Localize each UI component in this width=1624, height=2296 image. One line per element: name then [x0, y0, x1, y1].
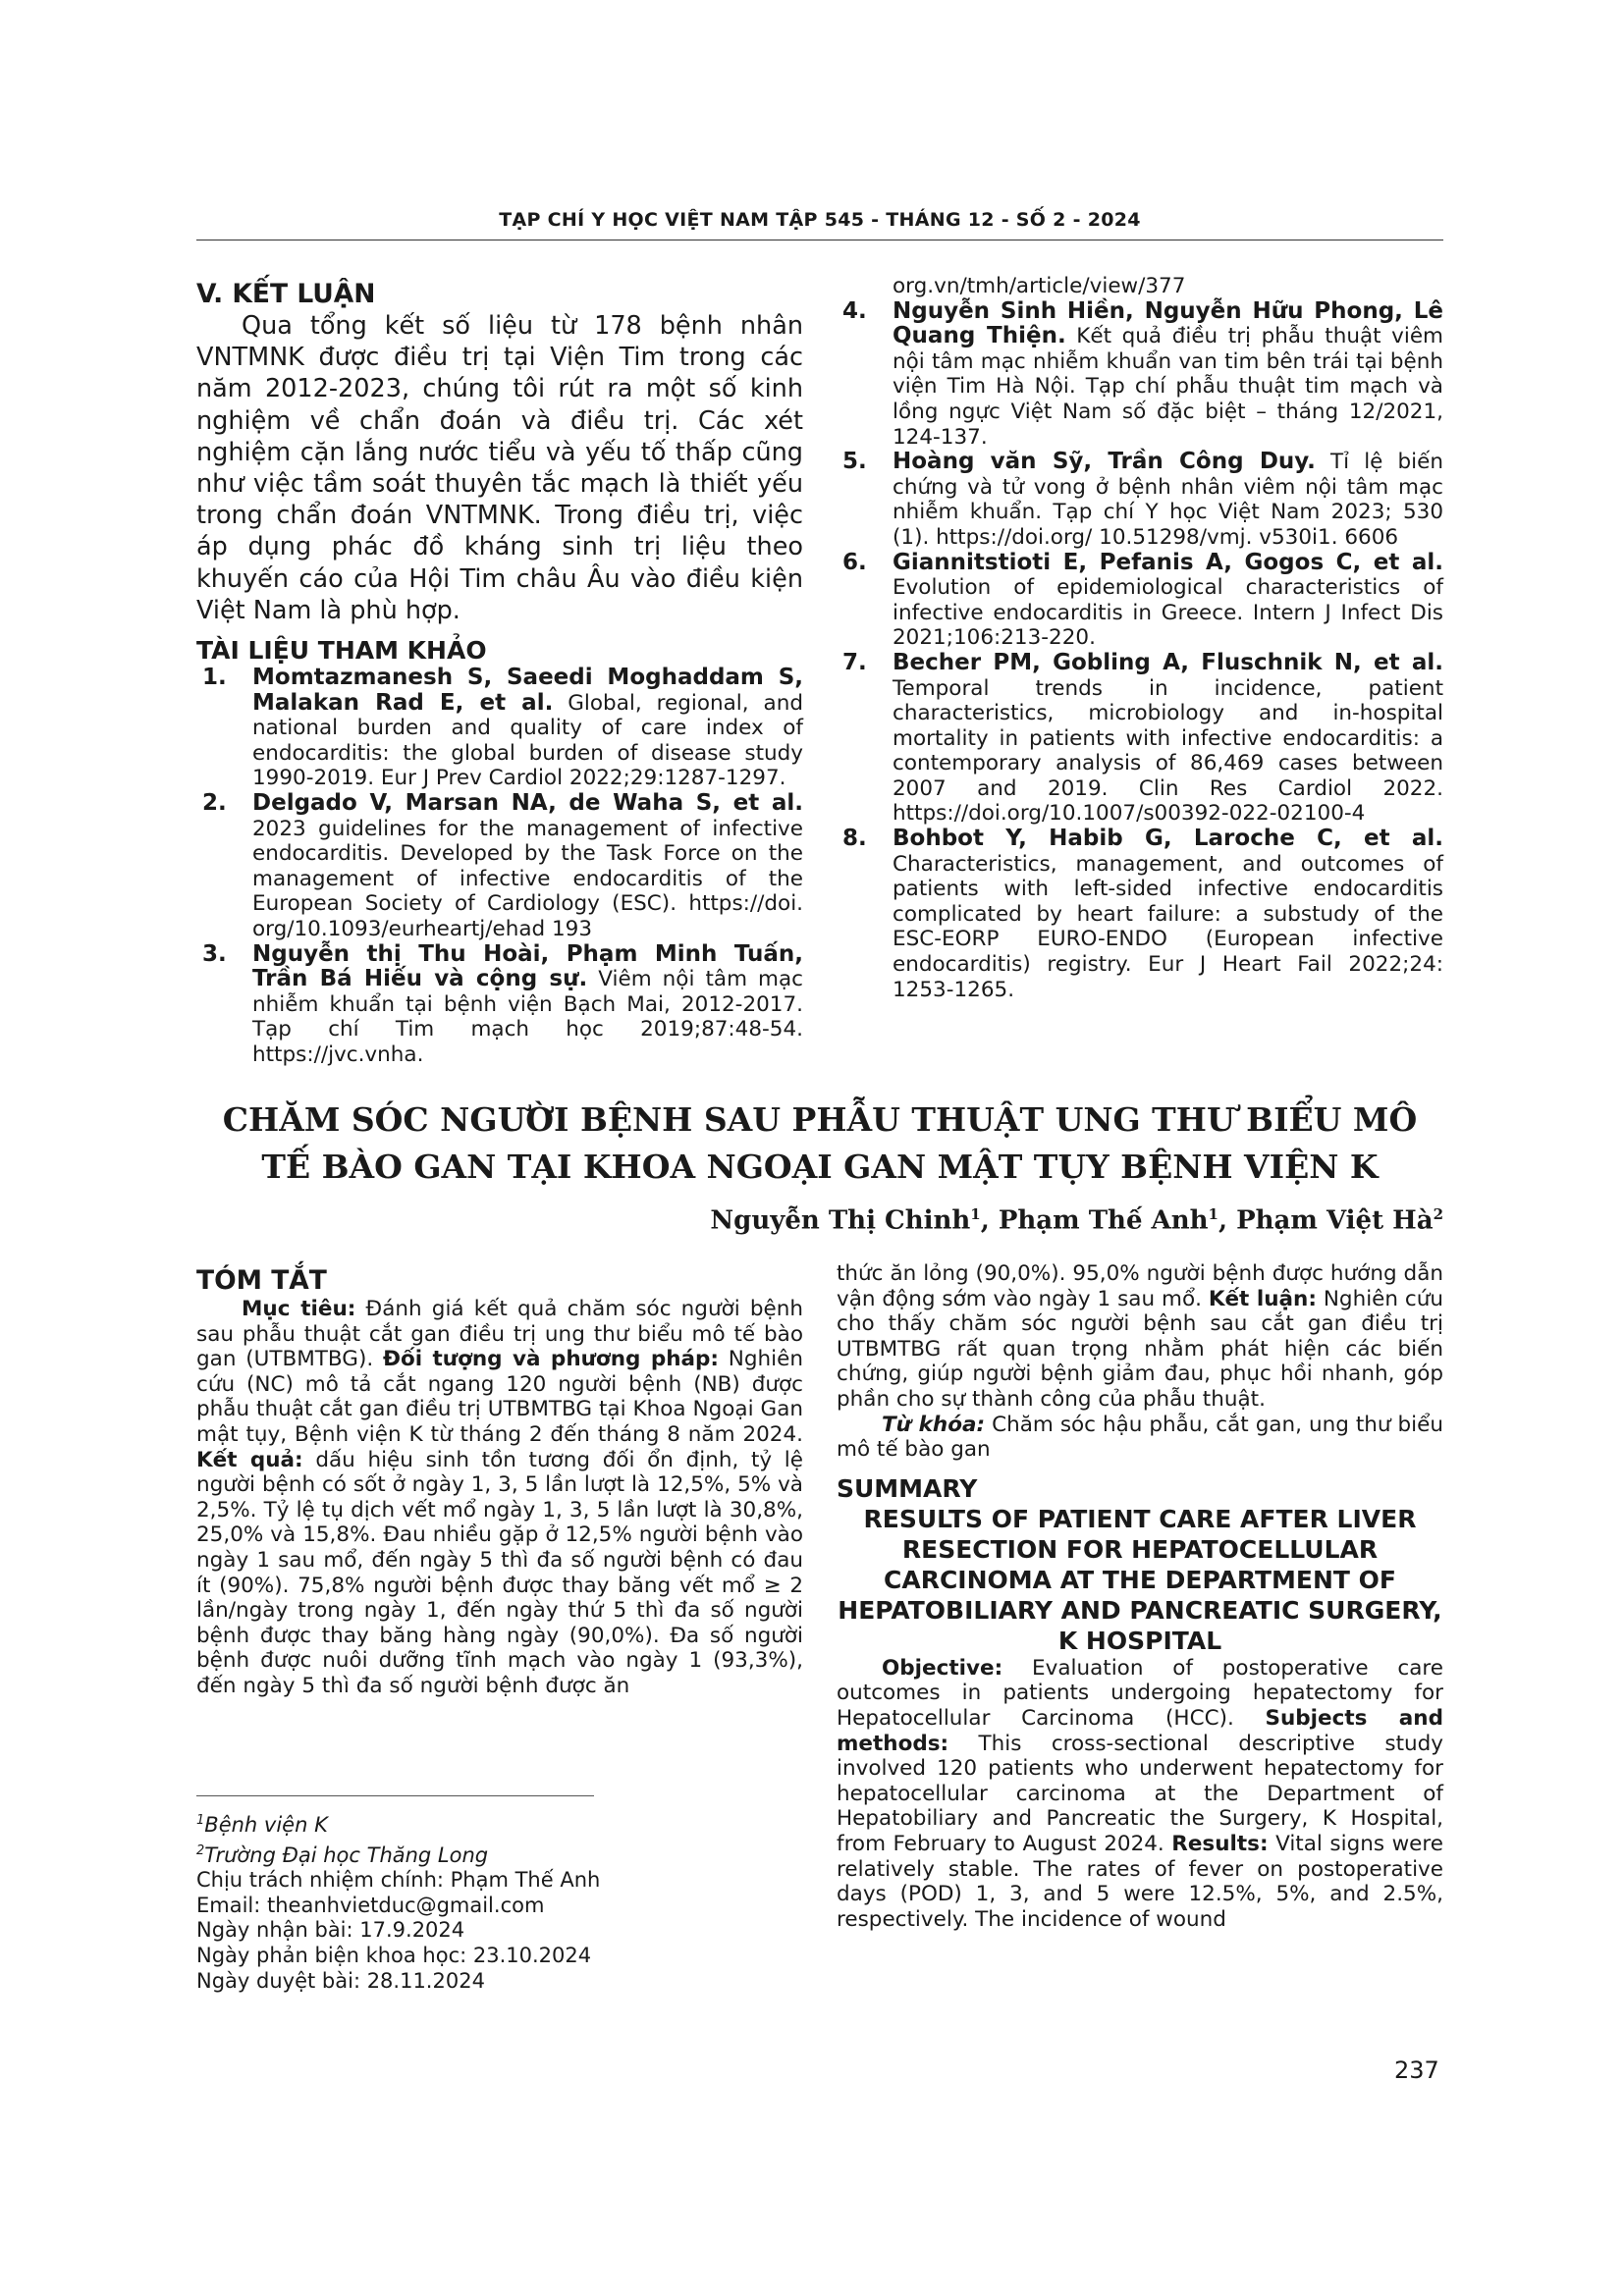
date-reviewed: Ngày phản biện khoa học: 23.10.2024 [196, 1943, 592, 1967]
keywords: Từ khóa: Chăm sóc hậu phẫu, cắt gan, ung thư biểu mô tế bào gan [837, 1412, 1443, 1463]
corresponding-author: Chịu trách nhiệm chính: Phạm Thế Anh [196, 1868, 601, 1893]
affiliation-2: $^2$Trường Đại học Thăng Long [196, 1842, 489, 1867]
reference-item: 1. Momtazmanesh S, Saeedi Moghaddam S, Malakan Rad E, et al. Global, regional, and national burden and quality of care index of endocarditis: the global burden of disease study 1990-2019. Eur J Prev Cardiol 2022;29:1287-1297. [202, 665, 803, 791]
conclusion-text: Qua tổng kết số liệu từ 178 bệnh nhân VNTMNK được điều trị tại Viện Tim trong các năm 2012-2023, chúng tôi rút ra một số kinh nghiệm về chẩn đoán và điều trị. Các xét nghiệm cặn lắng nước tiểu và yếu tố thấp cũng như việc tầm soát thuyên tắc mạch là thiết yếu trong chẩn đoán VNTMNK. Trong điều trị, việc áp dụng phác đồ kháng sinh trị liệu theo khuyến cáo của Hội Tim châu Âu vào điều kiện Việt Nam là phù hợp. [196, 311, 803, 625]
reference-item: 2. Delgado V, Marsan NA, de Waha S, et al. 2023 guidelines for the management of infective endocarditis. Developed by the Task Force on the management of infective endocarditis of the European Society of Cardiology (ESC). https://doi. org/10.1093/eurheartj/ehad 193 [202, 790, 803, 941]
reference-item: 4. Nguyễn Sinh Hiền, Nguyễn Hữu Phong, Lê Quang Thiện. Kết quả điều trị phẫu thuật viêm nội tâm mạc nhiễm khuẩn van tim bên trái tại bệnh viện Tim Hà Nội. Tạp chí phẫu thuật tim mạch và lồng ngực Việt Nam số đặc biệt – tháng 12/2021, 124-137. [842, 297, 1444, 450]
reference-item: 3. Nguyễn thị Thu Hoài, Phạm Minh Tuấn, Trần Bá Hiếu và cộng sự. Viêm nội tâm mạc nhiễm khuẩn tại bệnh viện Bạch Mai, 2012-2017. Tạp chí Tim mạch học 2019;87:48-54. https://jvc.vnha. [202, 940, 803, 1067]
author-affiliation: 2 [1433, 1205, 1443, 1223]
footnote-rule [196, 1795, 594, 1796]
summary-en-heading: SUMMARY [837, 1473, 978, 1503]
abstract-vi-column [196, 1265, 803, 1699]
reference-item: 5. Hoàng văn Sỹ, Trần Công Duy. Tỉ lệ biến chứng và tử vong ở bệnh nhân viêm nội tâm mạc nhiễm khuẩn. Tạp chí Y học Việt Nam 2023; 530 (1). https://doi.org/ 10.51298/vmj. v530i1. 6606 [842, 449, 1443, 550]
author-affiliation: 1 [970, 1205, 981, 1223]
summary-en-text: Objective: Evaluation of postoperative care outcomes in patients undergoing hepatectomy for Hepatocellular Carcinoma (HCC). Subjects and methods: This cross-sectional descriptive study involved 120 patients who underwent hepatectomy for hepatocellular carcinoma at the Department of Hepatobiliary and Pancreatic the Surgery, K Hospital, from February to August 2024. Results: Vital signs were relatively stable. The rates of fever on postoperative days (POD) 1, 3, and 5 were 12.5%, 5%, and 2.5%, respectively. The incidence of wound [837, 1655, 1443, 1932]
article-title-line-2: TẾ BÀO GAN TẠI KHOA NGOẠI GAN MẬT TỤY BỆNH VIỆN K [261, 1148, 1379, 1186]
article-authors: Nguyễn Thị Chinh$^1$, Phạm Thế Anh$^1$, Phạm Việt $Hà^2$ [710, 1205, 1443, 1236]
corresponding-email: Email: theanhvietduc@gmail.com [196, 1893, 545, 1917]
affiliation-1: $^1$Bệnh viện K [196, 1813, 328, 1837]
reference-item: 7. Becher PM, Gobling A, Fluschnik N, et al. Temporal trends in incidence, patient characteristics, microbiology and in-hospital mortality in patients with infective endocarditis: a contemporary analysis of 86,469 cases between 2007 and 2019. Clin Res Cardiol 2022. https://doi.org/10.1007/s00392-022-02100-4 [842, 649, 1443, 827]
abstract-vi-text: Mục tiêu: Đánh giá kết quả chăm sóc người bệnh sau phẫu thuật cắt gan điều trị ung thư biểu mô tế bào gan (UTBMTBG). Đối tượng và phương pháp: Nghiên cứu (NC) mô tả cắt ngang 120 người bệnh (NB) được phẫu thuật cắt gan điều trị UTBMTBG tại Khoa Ngoại Gan mật tụy, Bệnh viện K từ tháng 2 đến tháng 8 năm 2024. Kết quả: dấu hiệu sinh tồn tương đối ổn định, tỷ lệ người bệnh có sốt ở ngày 1, 3, 5 lần lượt là 12,5%, 5% và 2,5%. Tỷ lệ tụ dịch vết mổ ngày 1, 3, 5 lần lượt là 30,8%, 25,0% và 15,8%. Đau nhiều gặp ở 12,5% người bệnh vào ngày 1 sau mổ, đến ngày 5 thì đa số người bệnh có đau ít (90%). 75,8% người bệnh được thay băng vết mổ ≥ 2 lần/ngày trong ngày 1, đến ngày thứ 5 thì đa số người bệnh được thay băng hàng ngày (90,0%). Đa số người bệnh được nuôi dưỡng tĩnh mạch vào ngày 1 (93,3%), đến ngày 5 thì đa số người bệnh được ăn [196, 1297, 803, 1698]
conclusion-heading: V. KẾT LUẬN [196, 279, 376, 309]
reference-item: 8. Bohbot Y, Habib G, Laroche C, et al. Characteristics, management, and outcomes of patients with left-sided infective endocarditis complicated by heart failure: a substudy of the ESC-EORP EURO-ENDO (European infective endocarditis) registry. Eur J Heart Fail 2022;24: 1253-1265. [842, 826, 1443, 1002]
author-affiliation: 1 [1208, 1205, 1218, 1223]
references-heading: TÀI LIỆU THAM KHẢO [196, 636, 487, 666]
summary-en-title: RESULTS OF PATIENT CARE AFTER LIVER RESECTION FOR HEPATOCELLULAR CARCINOMA AT THE DEPARTMENT OF HEPATOBILIARY AND PANCREATIC SURGERY, K HOSPITAL [838, 1504, 1442, 1655]
abstract-right-column [837, 1261, 1443, 1932]
author-name: Phạm Việt Hà [1236, 1205, 1434, 1236]
page-number: 237 [1394, 2056, 1439, 2084]
date-received: Ngày nhận bài: 17.9.2024 [196, 1918, 465, 1943]
date-accepted: Ngày duyệt bài: 28.11.2024 [196, 1968, 485, 1993]
author-name: Nguyễn Thị Chinh [710, 1205, 971, 1236]
left-column-top [196, 279, 803, 1068]
reference-continuation: org.vn/tmh/article/view/377 [893, 274, 1186, 298]
footnotes [196, 1808, 805, 1994]
journal-header: TẠP CHÍ Y HỌC VIỆT NAM TẬP 545 - THÁNG 12 - SỐ 2 - 2024 [499, 209, 1141, 231]
references-list-left [196, 666, 803, 1068]
abstract-vi-heading: TÓM TẮT [196, 1265, 327, 1296]
abstract-vi-continuation: thức ăn lỏng (90,0%). 95,0% người bệnh được hướng dẫn vận động sớm vào ngày 1 sau mổ. Kết luận: Nghiên cứu cho thấy chăm sóc người bệnh sau cắt gan điều trị UTBMTBG rất quan trọng nhằm phát hiện các biến chứng, giúp người bệnh giảm đau, phục hồi nhanh, góp phần cho sự thành công của phẫu thuật. [837, 1261, 1443, 1412]
right-column-top [837, 274, 1443, 1002]
author-name: Phạm Thế Anh [998, 1205, 1209, 1236]
article-title-line-1: CHĂM SÓC NGƯỜI BỆNH SAU PHẪU THUẬT UNG THƯ BIỂU MÔ [222, 1100, 1418, 1139]
reference-item: 6. Giannitstioti E, Pefanis A, Gogos C, et al. Evolution of epidemiological characteristics of infective endocarditis in Greece. Intern J Infect Dis 2021;106:213-220. [842, 549, 1443, 651]
